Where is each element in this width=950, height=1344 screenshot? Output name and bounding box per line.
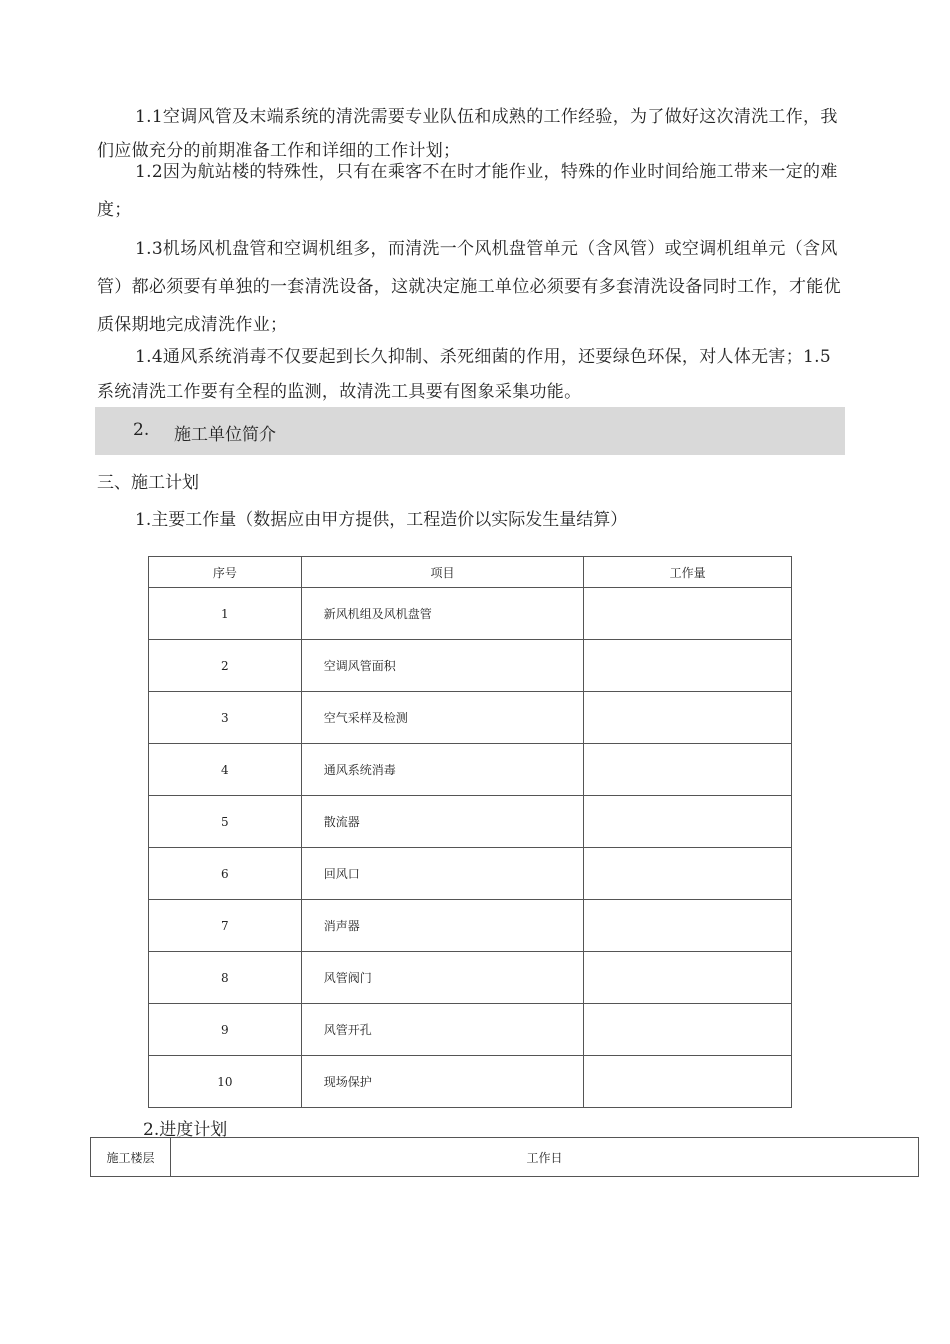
section-2-number: 2. — [133, 420, 150, 440]
row-qty — [584, 1004, 792, 1056]
row-no: 7 — [149, 900, 302, 952]
row-no: 10 — [149, 1056, 302, 1108]
row-item: 空调风管面积 — [301, 640, 584, 692]
paragraph-1-1: 1.1空调风管及末端系统的清洗需要专业队伍和成熟的工作经验，为了做好这次清洗工作，我们应做充分的前期准备工作和详细的工作计划； — [97, 107, 838, 161]
row-item: 新风机组及风机盘管 — [301, 588, 584, 640]
row-qty — [584, 848, 792, 900]
row-item: 风管阀门 — [301, 952, 584, 1004]
schedule-table — [90, 1137, 919, 1177]
table-row — [149, 1004, 792, 1056]
row-no: 5 — [149, 796, 302, 848]
row-qty — [584, 692, 792, 744]
row-no: 3 — [149, 692, 302, 744]
row-qty — [584, 796, 792, 848]
row-item: 消声器 — [301, 900, 584, 952]
workload-table — [148, 556, 792, 1108]
row-item: 风管开孔 — [301, 1004, 584, 1056]
row-item: 空气采样及检测 — [301, 692, 584, 744]
row-qty — [584, 1056, 792, 1108]
table-row — [149, 744, 792, 796]
row-no: 8 — [149, 952, 302, 1004]
row-no: 4 — [149, 744, 302, 796]
section-2-heading-band — [95, 407, 845, 455]
paragraph-1-4: 1.4通风系统消毒不仅要起到长久抑制、杀死细菌的作用，还要绿色环保，对人体无害；1.5系统清洗工作要有全程的监测，故清洗工具要有图象采集功能。 — [97, 347, 831, 402]
row-qty — [584, 952, 792, 1004]
table-row — [149, 796, 792, 848]
schedule-header-row — [91, 1138, 919, 1177]
row-qty — [584, 640, 792, 692]
row-item: 回风口 — [301, 848, 584, 900]
table-row — [149, 848, 792, 900]
header-qty: 工作量 — [584, 557, 792, 588]
section-2-title: 施工单位简介 — [174, 425, 276, 445]
table-row — [149, 1056, 792, 1108]
table-row — [149, 640, 792, 692]
row-no: 1 — [149, 588, 302, 640]
header-floor: 施工楼层 — [91, 1138, 171, 1177]
row-no: 2 — [149, 640, 302, 692]
header-no: 序号 — [149, 557, 302, 588]
header-item: 项目 — [301, 557, 584, 588]
paragraph-1-2: 1.2因为航站楼的特殊性，只有在乘客不在时才能作业，特殊的作业时间给施工带来一定的难度； — [97, 162, 838, 220]
paragraph-1-3: 1.3机场风机盘管和空调机组多，而清洗一个风机盘管单元（含风管）或空调机组单元（含风管）都必须要有单独的一套清洗设备，这就决定施工单位必须要有多套清洗设备同时工作，才能优质保期地完成清洗作业； — [97, 239, 841, 335]
row-no: 6 — [149, 848, 302, 900]
row-item: 现场保护 — [301, 1056, 584, 1108]
table-header-row — [149, 557, 792, 588]
section-3-title: 三、施工计划 — [97, 473, 199, 493]
row-qty — [584, 588, 792, 640]
table-row — [149, 692, 792, 744]
row-item: 散流器 — [301, 796, 584, 848]
row-item: 通风系统消毒 — [301, 744, 584, 796]
table-row — [149, 952, 792, 1004]
table-row — [149, 900, 792, 952]
row-qty — [584, 744, 792, 796]
header-workdays: 工作日 — [170, 1138, 918, 1177]
workload-heading: 1.主要工作量（数据应由甲方提供，工程造价以实际发生量结算） — [135, 510, 628, 530]
schedule-heading: 2.进度计划 — [143, 1120, 228, 1140]
row-no: 9 — [149, 1004, 302, 1056]
row-qty — [584, 900, 792, 952]
table-row — [149, 588, 792, 640]
